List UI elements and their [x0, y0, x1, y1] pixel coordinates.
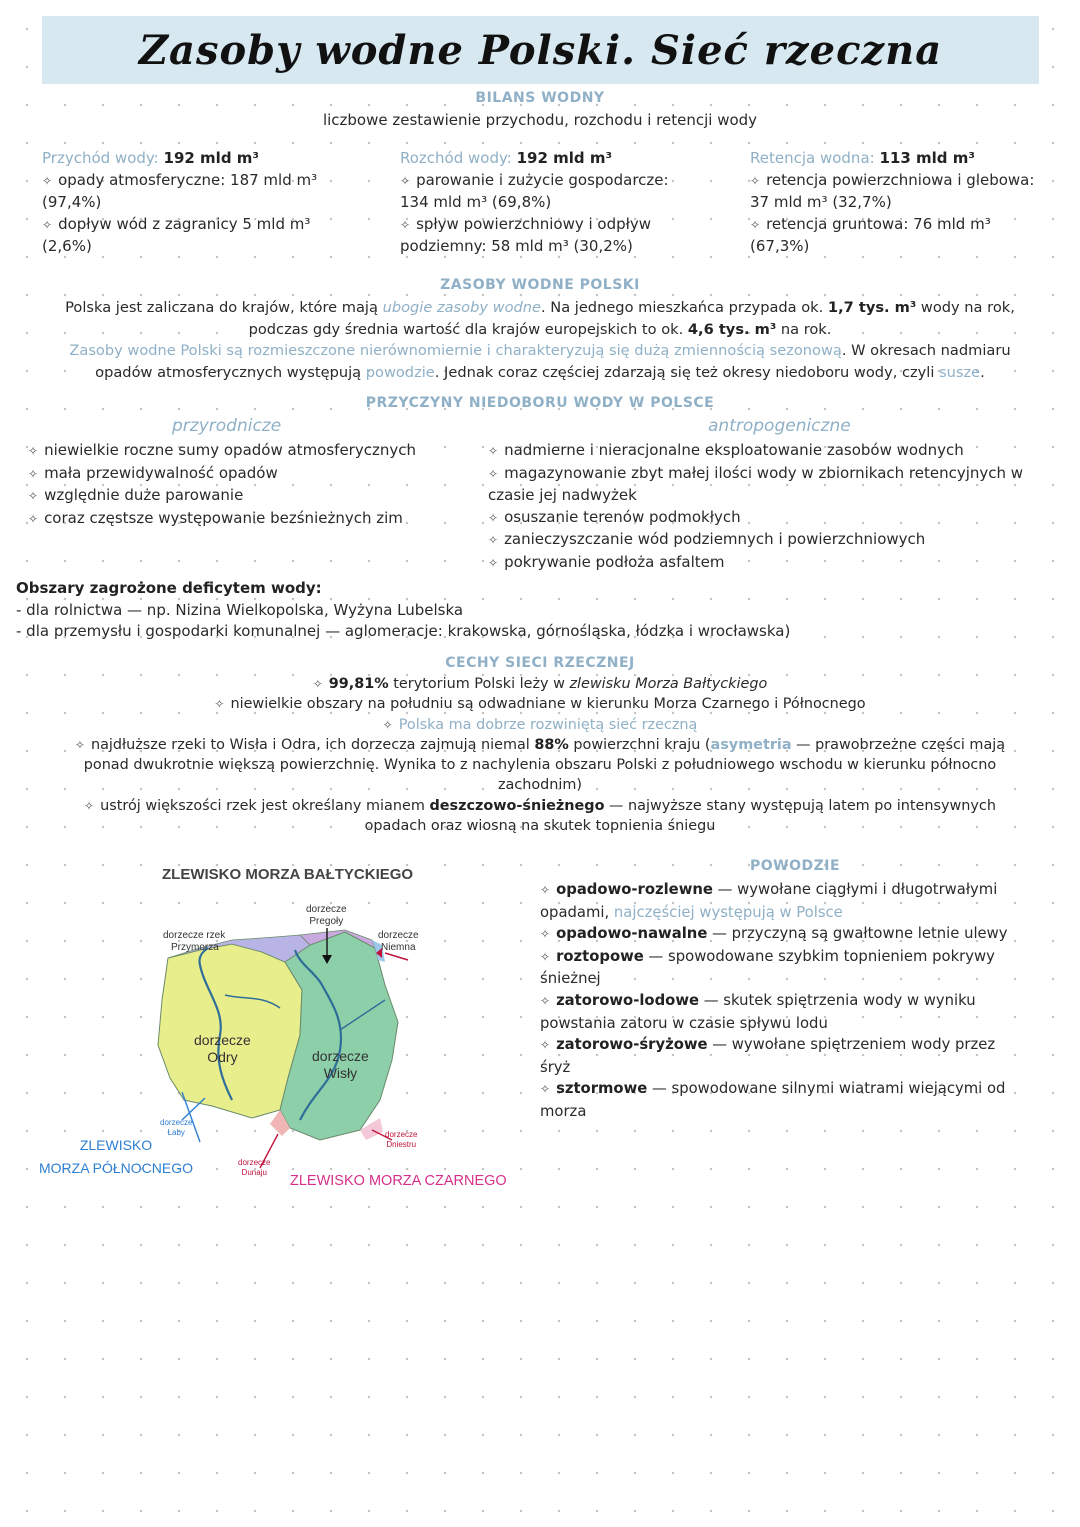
page-title: Zasoby wodne Polski. Sieć rzeczna — [138, 26, 943, 74]
powodz-term: roztopowe — [556, 947, 644, 965]
value-baltyk: 99,81% — [328, 676, 389, 692]
obszary-item: - dla rolnictwa — np. Nizina Wielkopolska, Wyżyna Lubelska — [16, 600, 464, 619]
label-zlewisko-polnocne: ZLEWISKO MORZA PÓŁNOCNEGO — [38, 1137, 194, 1176]
natural-label: przyrodnicze — [172, 416, 282, 436]
natural-item: ✧ mała przewidywalność opadów — [28, 463, 468, 486]
highlight-asymetria: asymetria — [710, 736, 792, 753]
bilans-heading: BILANS WODNY — [475, 90, 605, 106]
powodz-term: opadowo-nawalne — [556, 925, 708, 943]
przychod-item: ✧ opady atmosferyczne: 187 mld m³ (97,4%) — [42, 170, 352, 214]
zasoby-text: Polska jest zaliczana do krajów, które mają ubogie zasoby wodne. Na jednego mieszkańca przypada ok. 1,7 tys. m³ wody na rok, podczas gdy średnia wartość dla krajów europejskich to ok. 4,6 tys. m³ na rok. Zasoby wodne Polski są rozmieszczone nierównomiernie i charakteryzują się dużą zmiennością sezonową. W okresach nadmiaru opadów atmosferycznych występują powodzie. Jednak coraz częściej zdarzają się też okresy niedoboru wody, czyli susze. — [65, 299, 1015, 381]
retencja-value: 113 mld m³ — [879, 149, 975, 167]
zlewisko-baltyk-text: zlewisku Morza Bałtyckiego — [569, 676, 768, 692]
label-zlewisko-czarne: ZLEWISKO MORZA CZARNEGO — [290, 1173, 507, 1189]
powodzie-list: ✧ opadowo-rozlewne — wywołane ciągłymi i długotrwałymi opadami, najczęściej występują w Polsce ✧ opadowo-nawalne — przyczyną są gwałtowne letnie ulewy ✧ roztopowe — spowodowane szybkim topnieniem pokrywy śnieżnej ✧ zatorowo-lodowe — skutek spiętrzenia wody w wyniku powstania zatoru w czasie spływu lodu ✧ zatorowo-śryżowe — wywołane spiętrzeniem wody przez śryż ✧ sztormowe — spowodowane silnymi wiatrami wiejącymi od morza — [540, 879, 1040, 1123]
label-przymorza: dorzecze rzek Przymorza — [163, 930, 226, 953]
value-88: 88% — [534, 736, 569, 753]
label-pregola: dorzecze Pregoły — [306, 904, 347, 927]
retencja-item: ✧ retencja powierzchniowa i glebowa: 37 mld m³ (32,7%) — [750, 170, 1040, 214]
highlight-rozmieszczenie: Zasoby wodne Polski są rozmieszczone nierównomiernie i charakteryzują się dużą zmiennością sezonową — [69, 342, 842, 360]
label-laby: dorzecze Łaby — [160, 1118, 193, 1137]
natural-item: ✧ coraz częstsze występowanie bezśnieżnych zim — [28, 508, 468, 531]
value-per-capita: 1,7 tys. m³ — [827, 299, 917, 316]
przyczyny-heading: PRZYCZYNY NIEDOBORU WODY W POLSCE — [365, 395, 715, 411]
rozchod-value: 192 mld m³ — [516, 149, 613, 167]
siec-rozwinieta: Polska ma dobrze rozwiniętą sieć rzeczną — [398, 716, 698, 733]
anthro-label: antropogeniczne — [708, 416, 851, 436]
arrow-niemen — [385, 953, 408, 960]
rozchod-item: ✧ spływ powierzchniowy i odpływ podziemny: 58 mld m³ (30,2%) — [400, 214, 700, 258]
label-dunaju: dorzecze Dunaju — [238, 1158, 271, 1177]
anthro-item: ✧ pokrywanie podłoża asfaltem — [488, 552, 1063, 575]
rozchod-label: Rozchód wody: — [400, 149, 512, 167]
anthro-item: ✧ nadmierne i nieracjonalne eksploatowanie zasobów wodnych — [488, 440, 1063, 463]
natural-item: ✧ względnie duże parowanie — [28, 485, 468, 508]
highlight-ubogie: ubogie zasoby wodne — [382, 299, 541, 316]
przychod-label: Przychód wody: — [42, 149, 159, 167]
highlight-susze: susze — [939, 363, 981, 381]
bilans-definition: liczbowe zestawienie przychodu, rozchodu i retencji wody — [322, 111, 758, 129]
siec-heading: CECHY SIECI RZECZNEJ — [445, 655, 635, 671]
powodzie-heading: POWODZIE — [749, 858, 841, 874]
rozchod-item: ✧ parowanie i zużycie gospodarcze: 134 mld m³ (69,8%) — [400, 170, 700, 214]
highlight-najczesciej: najczęściej występują w Polsce — [613, 903, 843, 921]
natural-item: ✧ niewielkie roczne sumy opadów atmosferycznych — [28, 440, 468, 463]
label-wisly: dorzecze Wisły — [312, 1048, 369, 1081]
label-odry: dorzecze Odry — [194, 1032, 251, 1065]
anthro-item: ✧ magazynowanie zbyt małej ilości wody w zbiornikach retencyjnych w czasie jej nadwyżek — [488, 463, 1063, 507]
retencja-item: ✧ retencja gruntowa: 76 mld m³ (67,3%) — [750, 214, 1040, 258]
retencja-label: Retencja wodna: — [750, 149, 875, 167]
powodz-term: zatorowo-śryżowe — [556, 1036, 708, 1054]
obszary-item: - dla przemysłu i gospodarki komunalnej — aglomeracje: krakowska, górnośląska, łódzka i wrocławska) — [16, 622, 791, 641]
ustroj-type: deszczowo-śnieżnego — [429, 797, 605, 814]
przychod-item: ✧ dopływ wód z zagranicy 5 mld m³ (2,6%) — [42, 214, 352, 258]
label-dniestru: dorzecze Dniestru — [385, 1130, 418, 1149]
powodz-term: sztormowe — [556, 1080, 648, 1098]
anthro-item: ✧ osuszanie terenów podmokłych — [488, 507, 1063, 530]
zasoby-heading: ZASOBY WODNE POLSKI — [440, 277, 640, 293]
map-title: ZLEWISKO MORZA BAŁTYCKIEGO — [162, 866, 414, 883]
powodz-term: zatorowo-lodowe — [556, 991, 700, 1009]
anthro-item: ✧ zanieczyszczanie wód podziemnych i powierzchniowych — [488, 529, 1063, 552]
przychod-value: 192 mld m³ — [163, 149, 259, 167]
siec-text: ✧ 99,81% terytorium Polski leży w zlewisku Morza Bałtyckiego ✧ niewielkie obszary na południu są odwadniane w kierunku Morza Czarnego i Północnego ✧ Polska ma dobrze rozwiniętą sieć rzeczną ✧ najdłuższe rzeki to Wisła i Odra, ich dorzecza zajmują niemal 88% powierzchni kraju (asymetria — prawobrzeżne części mają ponad dwukrotnie większą powierzchnię. Wynika to z nachylenia obszaru Polski z południowego wschodu w kierunku północno zachodnim) ✧ ustrój większości rzek jest określany mianem deszczowo-śnieżnego — najwyższe stany występują latem po intensywnych opadach oraz wiosną na skutek topnienia śniegu — [0, 674, 1080, 836]
powodz-term: opadowo-rozlewne — [556, 881, 713, 898]
highlight-powodzie: powodzie — [365, 363, 435, 381]
odra-basin-area — [158, 944, 302, 1118]
value-europe: 4,6 tys. m³ — [687, 320, 777, 338]
obszary-heading: Obszary zagrożone deficytem wody: — [16, 579, 322, 597]
label-niemna: dorzecze Niemna — [378, 930, 419, 953]
